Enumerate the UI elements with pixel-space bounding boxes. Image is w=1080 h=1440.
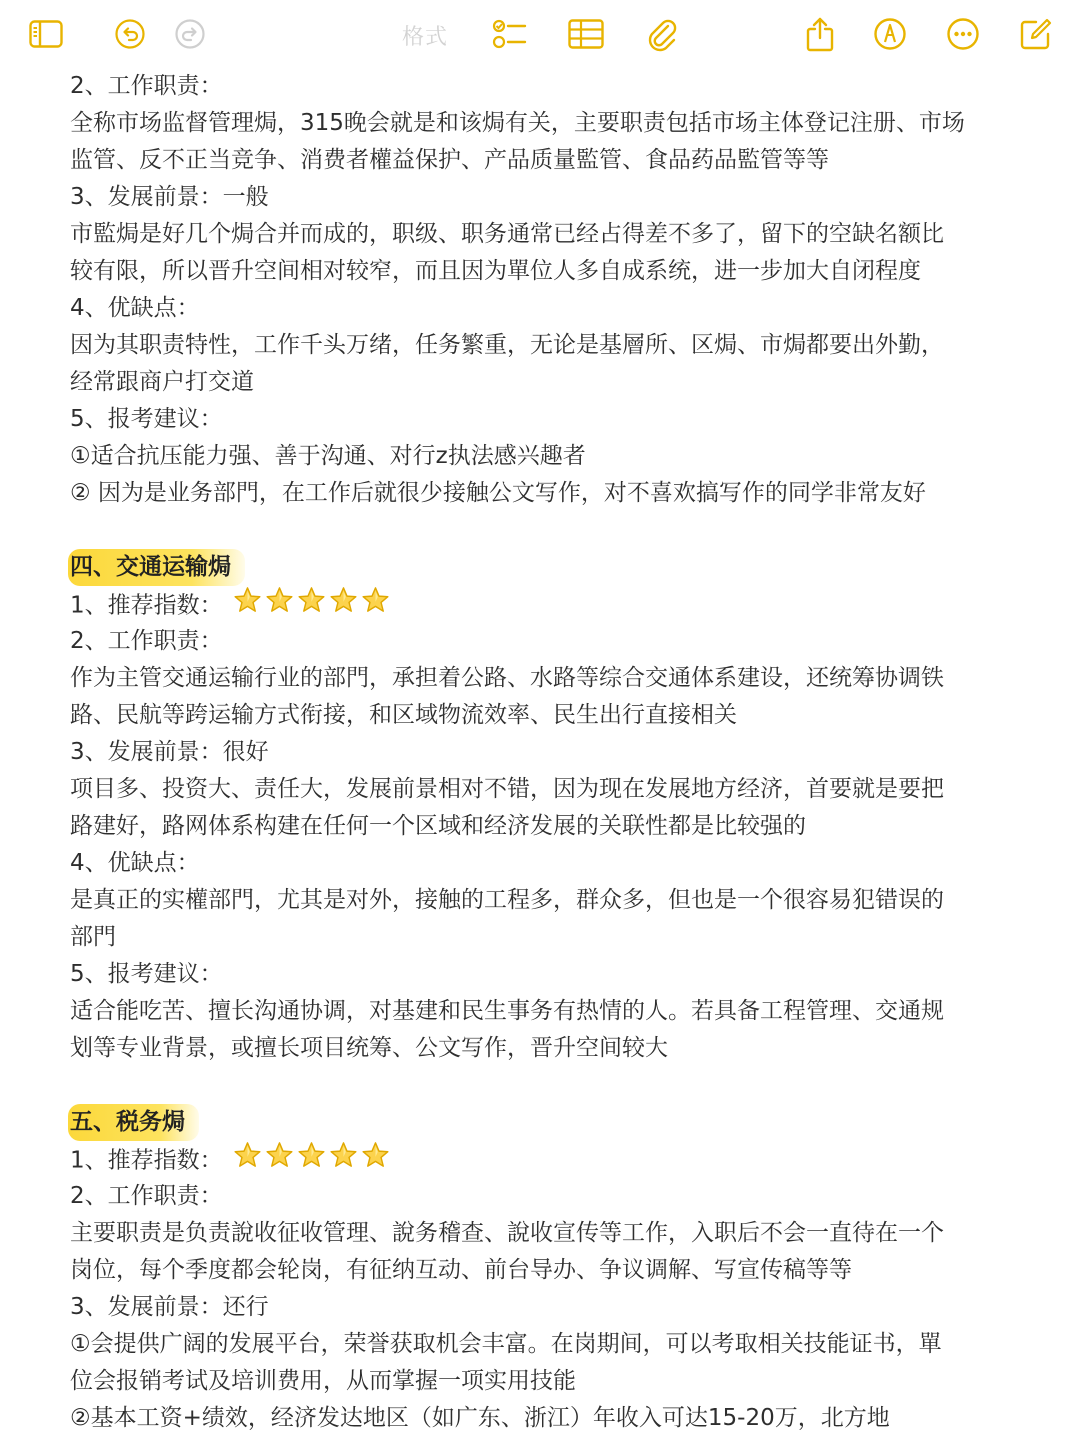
format-button[interactable]: 格式 <box>402 25 449 50</box>
more-icon <box>946 17 980 51</box>
duty-text-line: 全称市场监督管理焗，315晚会就是和该焗有关，主要职责包括市场主体登记注册、市场 <box>70 110 965 136</box>
prospect-text-line: 项目多、投资大、责任大，发展前景相对不错，因为现在发展地方经济，首要就是要把 <box>70 776 944 802</box>
star-icon <box>329 1141 358 1178</box>
markup-button[interactable] <box>870 14 910 54</box>
pros-cons-title: 4、优缺点： <box>70 295 200 321</box>
more-button[interactable] <box>943 14 983 54</box>
advice-title: 5、报考建议： <box>70 406 223 432</box>
rating-row <box>70 586 1020 623</box>
duty-title: 2、工作职责： <box>70 1183 223 1209</box>
advice-text-line: ② 因为是业务部門，在工作后就很少接触公文写作，对不喜欢搞写作的同学非常友好 <box>70 480 926 506</box>
share-button[interactable] <box>800 14 840 54</box>
prospect-title: 3、发展前景：很好 <box>70 739 269 765</box>
share-icon <box>805 16 835 52</box>
pros-cons-text-line: 部門 <box>70 924 116 950</box>
prospect-text-line: 路建好，路网体系构建在任何一个区域和经济发展的关联性都是比较强的 <box>70 813 806 839</box>
redo-button[interactable] <box>170 14 210 54</box>
checklist-icon <box>492 18 528 50</box>
star-icon <box>297 1141 326 1178</box>
attachment-icon <box>646 16 678 52</box>
note-body[interactable] <box>70 68 1020 1437</box>
star-icon <box>361 1141 390 1178</box>
advice-title: 5、报考建议： <box>70 961 223 987</box>
advice-text-line: 划等专业背景，或擅长项目统筹、公文写作，晋升空间较大 <box>70 1035 668 1061</box>
pros-cons-title: 4、优缺点： <box>70 850 200 876</box>
star-rating <box>233 1141 393 1178</box>
prospect-title: 3、发展前景：一般 <box>70 184 269 210</box>
star-icon <box>329 586 358 623</box>
rating-label: 1、推荐指数： <box>70 592 223 619</box>
star-icon <box>361 586 390 623</box>
prospect-title: 3、发展前景：还行 <box>70 1294 269 1320</box>
prospect-text-line: ②基本工资+绩效，经济发达地区（如广东、浙江）年收入可达15-20万，北方地 <box>70 1405 890 1431</box>
markup-icon <box>873 17 907 51</box>
duty-text-line: 岗位，每个季度都会轮岗，有征纳互动、前台导办、争议调解、写宣传稿等等 <box>70 1257 852 1283</box>
star-icon <box>233 586 262 623</box>
duty-title: 2、工作职责： <box>70 73 223 99</box>
star-icon <box>233 1141 262 1178</box>
notes-toolbar <box>0 0 1080 68</box>
table-icon <box>568 19 604 49</box>
star-icon <box>297 586 326 623</box>
redo-icon <box>174 18 206 50</box>
duty-text-line: 作为主管交通运输行业的部門，承担着公路、水路等综合交通体系建设，还统筹协调铁 <box>70 665 944 691</box>
checklist-button[interactable] <box>490 14 530 54</box>
blank-line <box>70 1067 1020 1104</box>
duty-title: 2、工作职责： <box>70 628 223 654</box>
prospect-text-line: 位会报销考试及培训费用，从而掌握一项实用技能 <box>70 1368 576 1394</box>
attachment-button[interactable] <box>642 14 682 54</box>
sidebar-toggle-button[interactable] <box>26 14 66 54</box>
prospect-text-line: ①会提供广阔的发展平台，荣誉获取机会丰富。在岗期间，可以考取相关技能证书，單 <box>70 1331 942 1357</box>
advice-text-line: ①适合抗压能力强、善于沟通、对行z执法感兴趣者 <box>70 443 586 469</box>
prospect-text-line: 较有限，所以晋升空间相对较窄，而且因为單位人多自成系统，进一步加大自闭程度 <box>70 258 921 284</box>
advice-text-line: 适合能吃苦、擅长沟通协调，对基建和民生事务有热情的人。若具备工程管理、交通规 <box>70 998 944 1024</box>
rating-row <box>70 1141 1020 1178</box>
duty-text-line: 路、民航等跨运输方式衔接，和区域物流效率、民生出行直接相关 <box>70 702 737 728</box>
sidebar-icon <box>29 20 63 48</box>
undo-button[interactable] <box>110 14 150 54</box>
compose-button[interactable] <box>1016 14 1056 54</box>
star-rating <box>233 586 393 623</box>
blank-line <box>70 512 1020 549</box>
prospect-text-line: 市監焗是好几个焗合并而成的，职级、职务通常已经占得差不多了，留下的空缺名额比 <box>70 221 944 247</box>
undo-icon <box>114 18 146 50</box>
duty-text-line: 主要职责是负责說收征收管理、說务稽查、說收宣传等工作，入职后不会一直待在一个 <box>70 1220 944 1246</box>
duty-text-line: 监管、反不正当竞争、消费者權益保护、产品质量監管、食品药品監管等等 <box>70 147 829 173</box>
section-heading-row <box>70 549 1020 586</box>
star-icon <box>265 586 294 623</box>
pros-cons-text-line: 是真正的实權部門，尤其是对外，接触的工程多，群众多，但也是一个很容易犯错误的 <box>70 887 944 913</box>
pros-cons-text-line: 经常跟商户打交道 <box>70 369 254 395</box>
section-heading-tax: 五、税务焗 <box>68 1104 199 1141</box>
compose-icon <box>1019 17 1053 51</box>
star-icon <box>265 1141 294 1178</box>
section-heading-transport: 四、交通运输焗 <box>68 549 245 586</box>
table-button[interactable] <box>566 14 606 54</box>
pros-cons-text-line: 因为其职责特性，工作千头万绪，任务繁重，无论是基層所、区焗、市焗都要出外勤， <box>70 332 944 358</box>
rating-label: 1、推荐指数： <box>70 1147 223 1174</box>
section-heading-row <box>70 1104 1020 1141</box>
